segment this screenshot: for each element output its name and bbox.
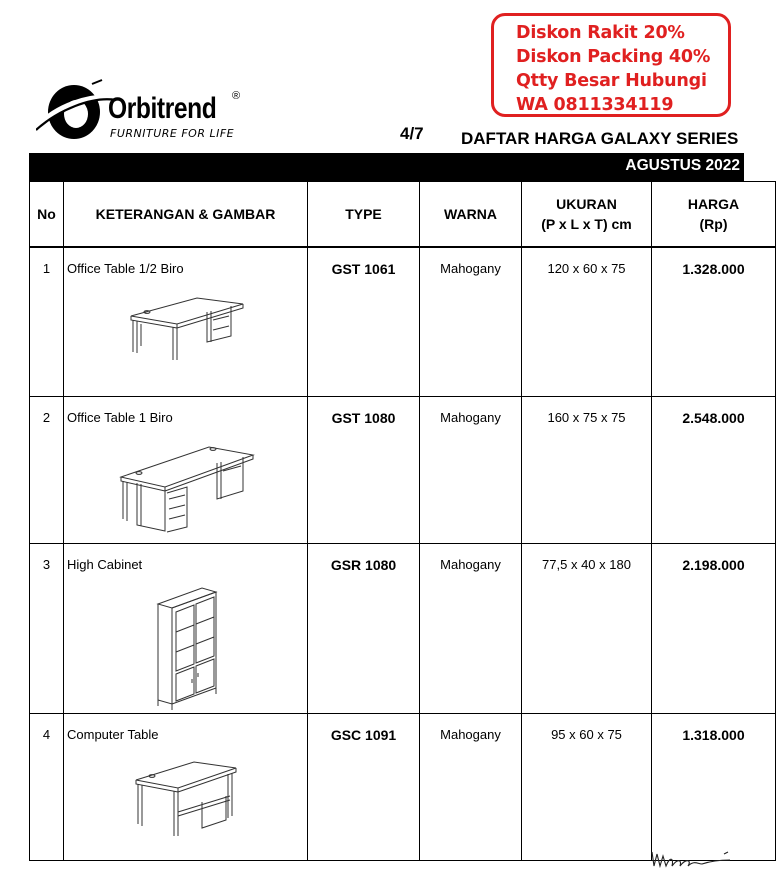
col-header-color: WARNA: [420, 182, 522, 248]
row-color: Mahogany: [420, 713, 522, 860]
table-row: [30, 247, 776, 396]
registered-mark: ®: [232, 90, 241, 102]
price-table: [29, 181, 776, 861]
row-description: Computer Table: [67, 726, 159, 742]
promo-line-assembly-discount: Diskon Rakit 20%: [516, 23, 685, 43]
row-description-cell: [64, 543, 308, 713]
period-label: AGUSTUS 2022: [625, 157, 740, 174]
row-number: 3: [30, 543, 64, 713]
row-number: 4: [30, 713, 64, 860]
row-price: 1.328.000: [652, 247, 776, 396]
col-header-size-unit: (P x L x T) cm: [541, 216, 632, 232]
col-header-price-title: HARGA: [687, 196, 740, 212]
row-description-cell: [64, 396, 308, 543]
row-type: GST 1061: [308, 247, 420, 396]
signature-mark: [648, 846, 738, 872]
row-size: 77,5 x 40 x 180: [522, 543, 652, 713]
row-size: 120 x 60 x 75: [522, 247, 652, 396]
row-description-cell: [64, 713, 308, 860]
row-size: 160 x 75 x 75: [522, 396, 652, 543]
row-description: High Cabinet: [67, 556, 143, 572]
row-color: Mahogany: [420, 247, 522, 396]
row-description: Office Table 1 Biro: [67, 409, 173, 425]
computer-table-image: [132, 752, 242, 840]
orbit-logo-icon: [36, 76, 116, 148]
col-header-price-unit: (Rp): [699, 216, 728, 232]
row-price: 2.198.000: [652, 543, 776, 713]
row-type: GSR 1080: [308, 543, 420, 713]
brand-name: Orbitrend: [108, 92, 217, 125]
row-description-cell: [64, 247, 308, 396]
document-title: DAFTAR HARGA GALAXY SERIES: [461, 129, 739, 148]
col-header-size: [522, 182, 652, 248]
row-price: 2.548.000: [652, 396, 776, 543]
row-size: 95 x 60 x 75: [522, 713, 652, 860]
table-row: [30, 713, 776, 860]
promo-line-whatsapp: WA 0811334119: [516, 95, 674, 115]
row-number: 1: [30, 247, 64, 396]
promo-box: [491, 13, 731, 117]
col-header-size-title: UKURAN: [556, 196, 617, 212]
col-header-no: No: [30, 182, 64, 248]
row-number: 2: [30, 396, 64, 543]
page-number: 4/7: [400, 124, 424, 143]
row-type: GSC 1091: [308, 713, 420, 860]
row-color: Mahogany: [420, 396, 522, 543]
high-cabinet-image: [152, 582, 222, 712]
row-color: Mahogany: [420, 543, 522, 713]
col-header-price: [652, 182, 776, 248]
row-description: Office Table 1/2 Biro: [67, 261, 184, 276]
brand-tagline: FURNITURE FOR LIFE: [110, 127, 235, 140]
table-header-row: [30, 182, 776, 248]
office-table-one-biro-image: [117, 435, 257, 535]
row-price: 1.318.000: [652, 713, 776, 860]
period-bar: [29, 153, 744, 181]
promo-line-packing-discount: Diskon Packing 40%: [516, 47, 711, 67]
table-row: [30, 543, 776, 713]
brand-logo: [36, 76, 256, 148]
row-type: GST 1080: [308, 396, 420, 543]
col-header-description: KETERANGAN & GAMBAR: [64, 182, 308, 248]
promo-line-bulk-contact: Qtty Besar Hubungi: [516, 71, 707, 91]
office-table-half-biro-image: [127, 286, 247, 362]
col-header-type: TYPE: [308, 182, 420, 248]
table-row: [30, 396, 776, 543]
